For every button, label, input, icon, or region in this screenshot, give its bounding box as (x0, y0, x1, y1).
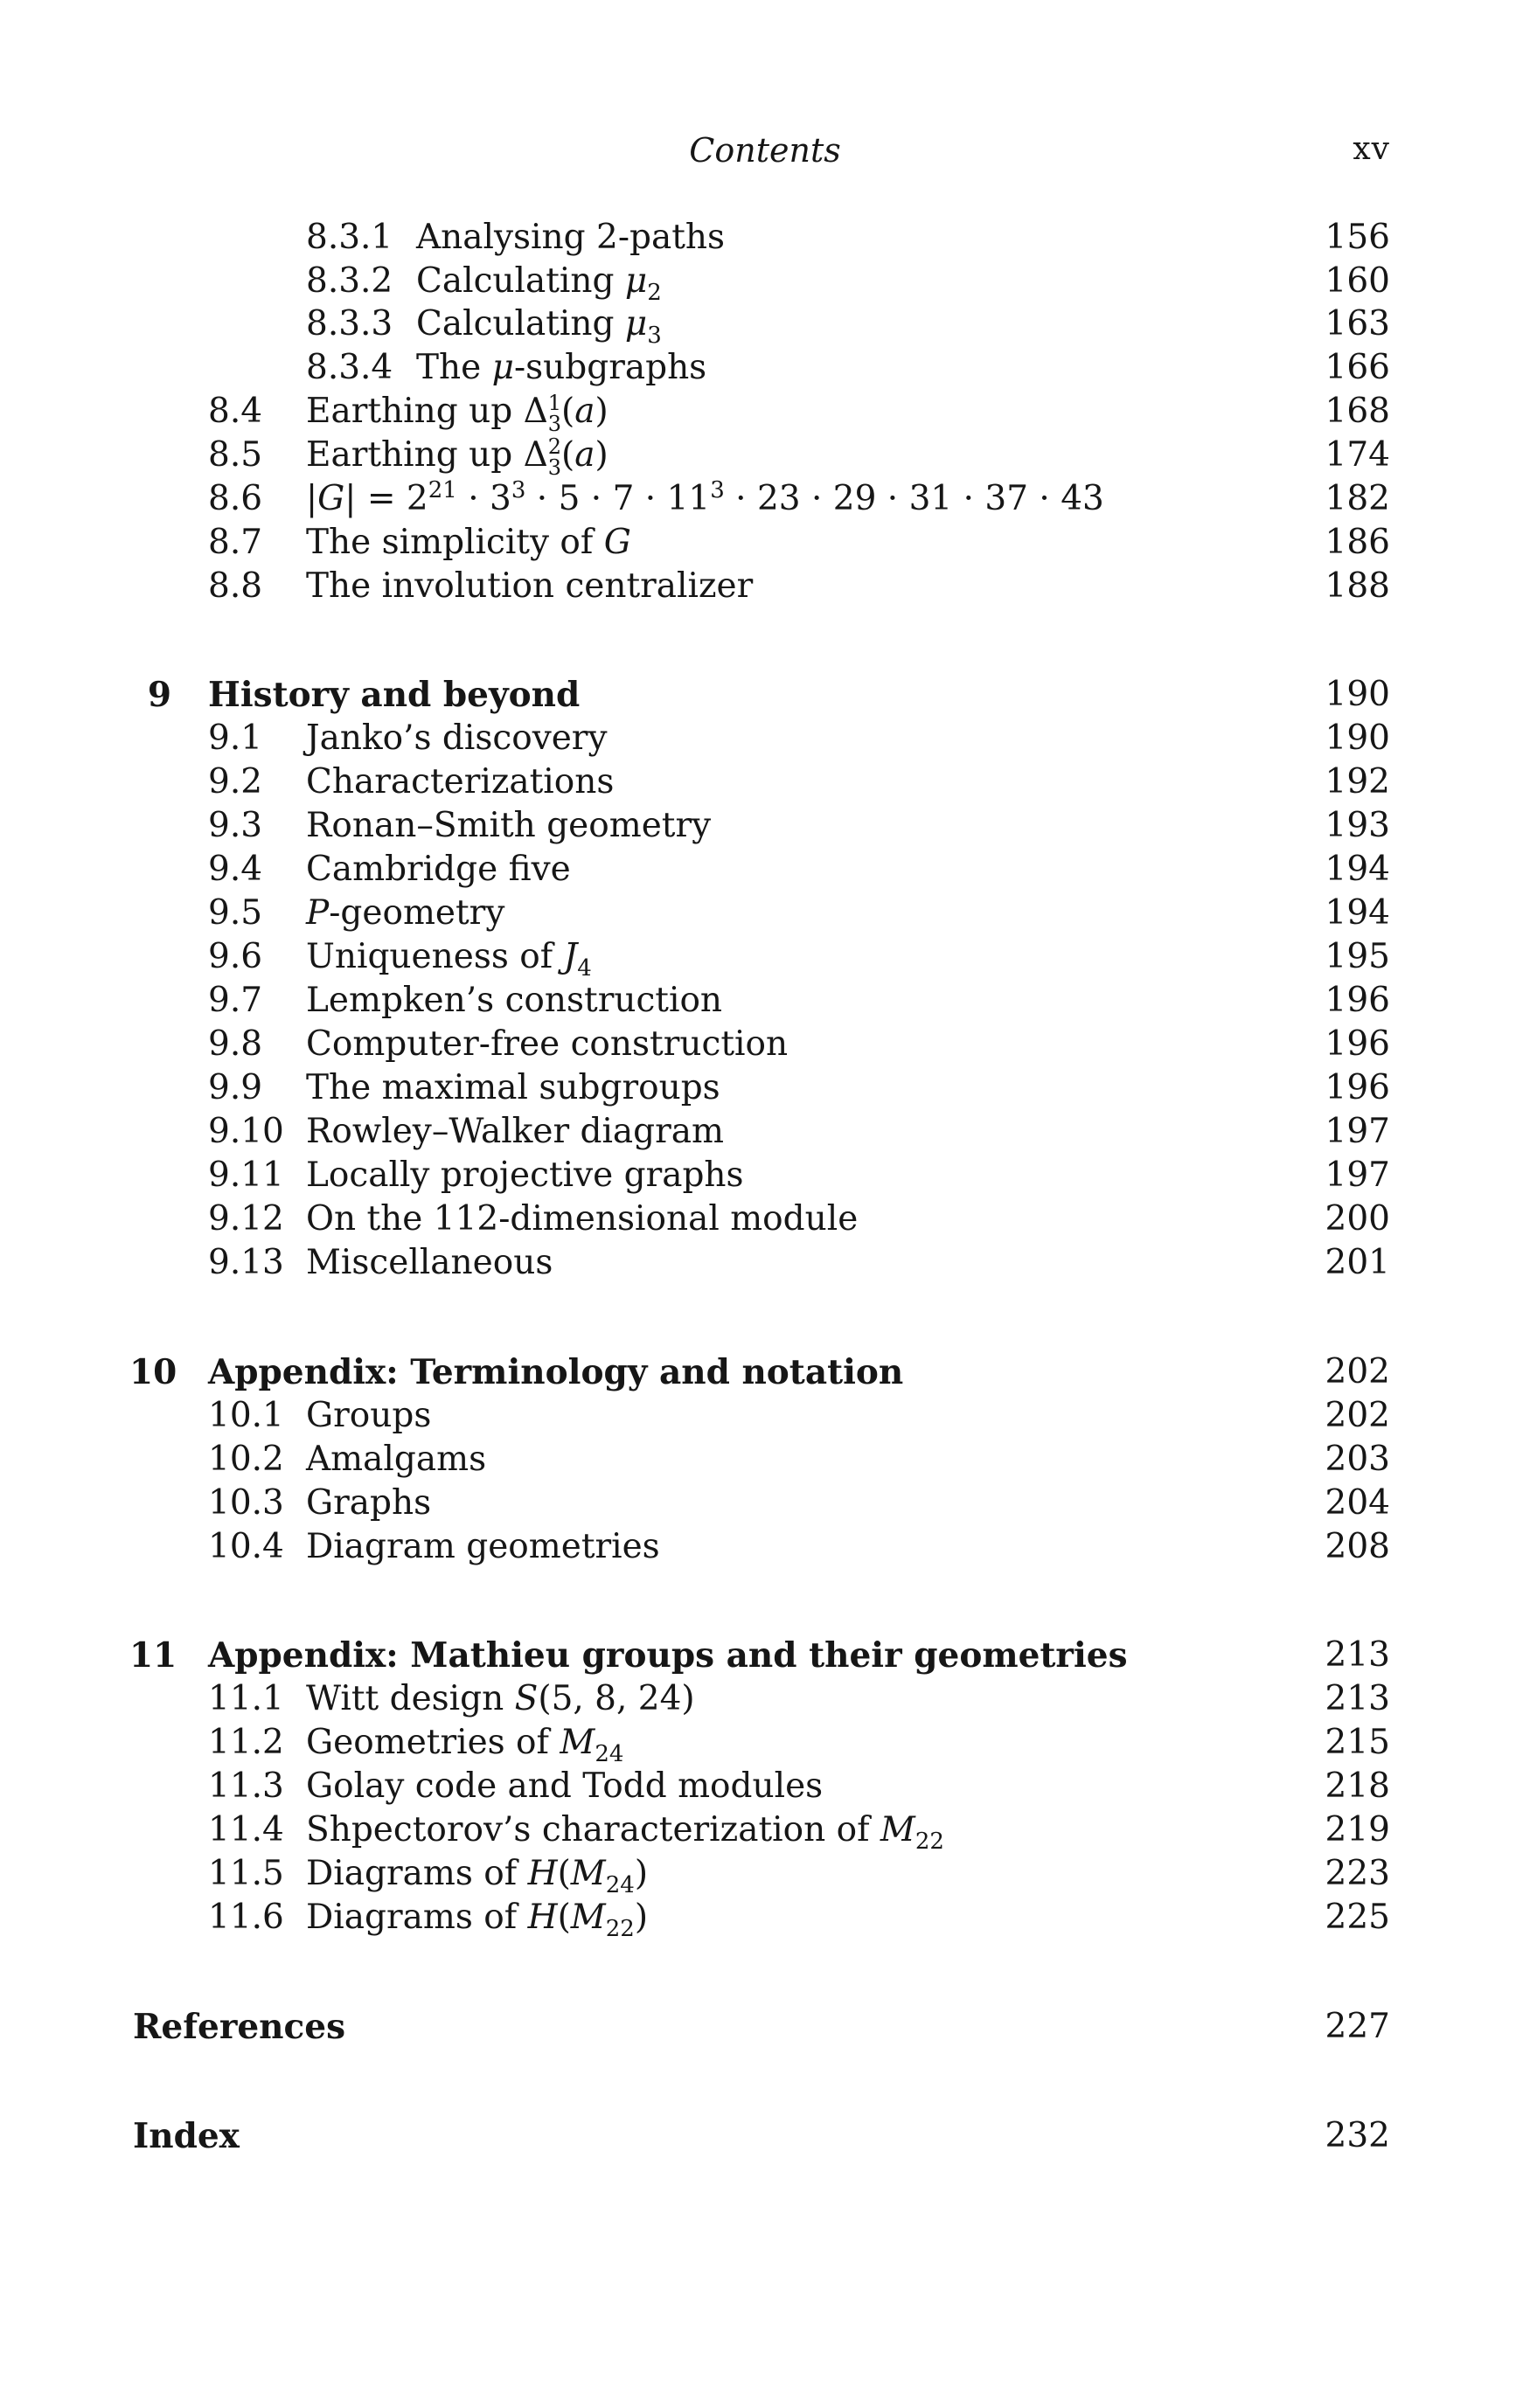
toc-section-10-3[interactable] (0, 1482, 1530, 1525)
toc-index[interactable] (0, 2114, 1530, 2158)
entry-number: 10.2 (208, 1440, 284, 1479)
entry-number: 8.6 (208, 479, 263, 518)
entry-number: 8.8 (208, 566, 263, 606)
entry-number: 9.11 (208, 1155, 284, 1195)
back-matter-title: Index (133, 2116, 240, 2156)
toc-section-9-11[interactable] (0, 1154, 1530, 1197)
entry-title: Diagrams of $H(M_{24})$ (306, 1854, 649, 1898)
chapter-title: History and beyond (208, 675, 581, 715)
entry-page: 215 (1325, 1723, 1390, 1762)
toc-subsection-8-3-1[interactable] (0, 216, 1530, 260)
entry-title: Golay code and Todd modules (306, 1766, 824, 1806)
entry-page: 156 (1325, 218, 1390, 257)
chapter-page: 202 (1325, 1352, 1390, 1391)
entry-title: $|G| = 2^{21} \cdot 3^3 \cdot 5 \cdot 7 \cdot 11^3 \cdot 23 \cdot 29 \cdot 31 \cdot 37 \cdot 43$ (306, 477, 1104, 518)
entry-number: 10.1 (208, 1396, 284, 1435)
toc-section-8-7[interactable] (0, 521, 1530, 565)
entry-title: Groups (306, 1396, 432, 1435)
entry-page: 219 (1325, 1810, 1390, 1849)
entry-title: Characterizations (306, 762, 615, 802)
toc-chapter-9[interactable] (0, 673, 1530, 717)
entry-title: Witt design S(5, 8, 24) (306, 1679, 695, 1718)
entry-number: 9.12 (208, 1199, 284, 1239)
chapter-title: Appendix: Mathieu groups and their geometries (208, 1635, 1128, 1676)
toc-section-9-2[interactable] (0, 760, 1530, 804)
entry-number: 8.5 (208, 435, 263, 475)
entry-page: 218 (1325, 1766, 1390, 1806)
running-title: Contents (689, 131, 841, 170)
entry-title: Amalgams (306, 1440, 487, 1479)
entry-title: The simplicity of G (306, 523, 631, 562)
back-matter-page: 232 (1325, 2116, 1390, 2155)
entry-page: 192 (1325, 762, 1390, 802)
entry-number: 10.3 (208, 1483, 284, 1523)
entry-title: Calculating $\mu_2$ (416, 261, 662, 306)
entry-title: Analysing 2-paths (416, 218, 726, 257)
toc-section-9-6[interactable] (0, 935, 1530, 982)
entry-title: Calculating $\mu_3$ (416, 304, 662, 349)
toc-section-9-4[interactable] (0, 848, 1530, 892)
entry-title: Uniqueness of $J_4$ (306, 937, 592, 982)
entry-title: Diagrams of $H(M_{22})$ (306, 1898, 649, 1942)
toc-section-9-12[interactable] (0, 1197, 1530, 1241)
entry-page: 168 (1325, 392, 1390, 431)
entry-number: 8.7 (208, 523, 263, 562)
toc-section-11-3[interactable] (0, 1765, 1530, 1808)
toc-section-11-2[interactable] (0, 1721, 1530, 1765)
entry-number: 9.9 (208, 1068, 263, 1107)
entry-number: 9.13 (208, 1243, 284, 1282)
running-head (0, 131, 1530, 175)
chapter-number: 9 (147, 675, 171, 715)
entry-page: 190 (1325, 718, 1390, 758)
back-matter-title: References (133, 2007, 346, 2047)
toc-chapter-11[interactable] (0, 1634, 1530, 1677)
toc-subsection-8-3-3[interactable] (0, 302, 1530, 349)
toc-section-11-1[interactable] (0, 1677, 1530, 1721)
entry-page: 200 (1325, 1199, 1390, 1239)
entry-page: 223 (1325, 1854, 1390, 1893)
entry-title: Geometries of $M_{24}$ (306, 1723, 624, 1767)
entry-page: 196 (1325, 981, 1390, 1020)
toc-section-8-4[interactable] (0, 390, 1530, 434)
entry-number: 11.4 (208, 1810, 284, 1849)
chapter-page: 190 (1325, 675, 1390, 714)
entry-title: The maximal subgroups (306, 1068, 720, 1107)
entry-title: Rowley–Walker diagram (306, 1112, 725, 1151)
toc-references[interactable] (0, 2005, 1530, 2049)
toc-section-9-1[interactable] (0, 717, 1530, 760)
entry-page: 186 (1325, 523, 1390, 562)
entry-page: 174 (1325, 435, 1390, 475)
entry-number: 9.6 (208, 937, 263, 976)
entry-number: 8.3.1 (306, 218, 393, 257)
entry-title: Shpectorov’s characterization of $M_{22}$ (306, 1810, 944, 1855)
toc-section-11-5[interactable] (0, 1852, 1530, 1896)
entry-page: 203 (1325, 1440, 1390, 1479)
entry-title: Miscellaneous (306, 1243, 553, 1282)
entry-page: 202 (1325, 1396, 1390, 1435)
toc-section-10-4[interactable] (0, 1525, 1530, 1569)
entry-page: 197 (1325, 1112, 1390, 1151)
toc-section-10-1[interactable] (0, 1394, 1530, 1438)
entry-title: Earthing up Δ 2 3 (a) (306, 434, 609, 480)
entry-page: 225 (1325, 1898, 1390, 1937)
entry-page: 204 (1325, 1483, 1390, 1523)
toc-chapter-10[interactable] (0, 1350, 1530, 1394)
toc-section-9-10[interactable] (0, 1110, 1530, 1154)
toc-section-11-6[interactable] (0, 1896, 1530, 1940)
entry-page: 194 (1325, 893, 1390, 933)
entry-number: 11.1 (208, 1679, 284, 1718)
entry-number: 8.4 (208, 392, 263, 431)
running-page-number: xv (1353, 131, 1390, 167)
entry-number: 11.3 (208, 1766, 284, 1806)
entry-page: 208 (1325, 1527, 1390, 1566)
chapter-page: 213 (1325, 1635, 1390, 1675)
entry-page: 160 (1325, 261, 1390, 301)
entry-number: 11.2 (208, 1723, 284, 1762)
entry-title: Graphs (306, 1483, 432, 1523)
entry-title: Diagram geometries (306, 1527, 660, 1566)
chapter-number: 10 (129, 1352, 177, 1392)
entry-title: Locally projective graphs (306, 1155, 744, 1195)
toc-section-9-8[interactable] (0, 1023, 1530, 1066)
entry-number: 10.4 (208, 1527, 284, 1566)
toc-section-9-3[interactable] (0, 804, 1530, 848)
entry-number: 9.2 (208, 762, 263, 802)
toc-section-11-4[interactable] (0, 1808, 1530, 1855)
toc-section-8-6[interactable] (0, 477, 1530, 521)
chapter-number: 11 (129, 1635, 177, 1676)
entry-number: 9.4 (208, 850, 263, 889)
toc-section-10-2[interactable] (0, 1438, 1530, 1482)
toc-section-9-7[interactable] (0, 979, 1530, 1023)
entry-page: 197 (1325, 1155, 1390, 1195)
entry-title: Ronan–Smith geometry (306, 806, 712, 845)
entry-title: The μ-subgraphs (416, 348, 707, 387)
entry-page: 194 (1325, 850, 1390, 889)
entry-title: Earthing up Δ 1 3 (a) (306, 391, 609, 436)
entry-number: 11.6 (208, 1898, 284, 1937)
entry-number: 8.3.2 (306, 261, 393, 301)
entry-title: Janko’s discovery (306, 718, 608, 758)
entry-number: 9.7 (208, 981, 263, 1020)
entry-number: 8.3.3 (306, 304, 393, 344)
entry-number: 11.5 (208, 1854, 284, 1893)
entry-title: Computer-free construction (306, 1024, 789, 1064)
toc-section-9-13[interactable] (0, 1241, 1530, 1285)
entry-page: 195 (1325, 937, 1390, 976)
entry-page: 193 (1325, 806, 1390, 845)
entry-page: 196 (1325, 1068, 1390, 1107)
entry-title: On the 112-dimensional module (306, 1199, 859, 1239)
entry-number: 9.8 (208, 1024, 263, 1064)
entry-number: 9.5 (208, 893, 263, 933)
toc-section-8-8[interactable] (0, 565, 1530, 608)
entry-title: Cambridge five (306, 850, 571, 889)
entry-title: Lempken’s construction (306, 981, 723, 1020)
entry-page: 213 (1325, 1679, 1390, 1718)
entry-page: 196 (1325, 1024, 1390, 1064)
entry-number: 9.10 (208, 1112, 284, 1151)
entry-page: 201 (1325, 1243, 1390, 1282)
toc-section-9-9[interactable] (0, 1066, 1530, 1110)
entry-title: The involution centralizer (306, 566, 754, 606)
entry-page: 182 (1325, 479, 1390, 518)
entry-number: 8.3.4 (306, 348, 393, 387)
back-matter-page: 227 (1325, 2007, 1390, 2046)
toc-subsection-8-3-4[interactable] (0, 346, 1530, 390)
entry-page: 163 (1325, 304, 1390, 344)
entry-title: P-geometry (306, 893, 505, 933)
toc-subsection-8-3-2[interactable] (0, 260, 1530, 306)
chapter-title: Appendix: Terminology and notation (208, 1352, 904, 1392)
toc-section-8-5[interactable] (0, 434, 1530, 480)
entry-page: 166 (1325, 348, 1390, 387)
toc-section-9-5[interactable] (0, 892, 1530, 935)
entry-number: 9.3 (208, 806, 263, 845)
entry-page: 188 (1325, 566, 1390, 606)
entry-number: 9.1 (208, 718, 263, 758)
